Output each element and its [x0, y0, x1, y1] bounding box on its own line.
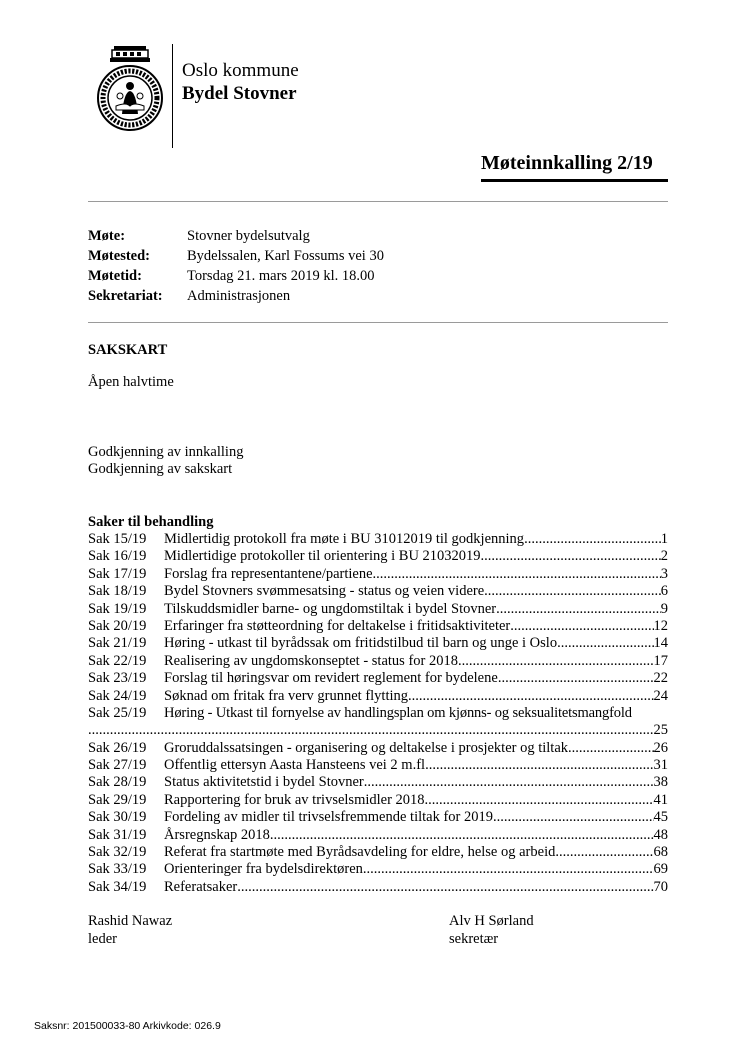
agenda-item[interactable]	[88, 792, 668, 809]
agenda-item-number: Sak 23/19	[88, 670, 147, 687]
leader-dots	[484, 583, 661, 600]
agenda-item-title: Årsregnskap 2018	[164, 826, 270, 843]
approval-invitation: Godkjenning av innkalling	[88, 444, 244, 460]
agenda-item[interactable]	[88, 879, 668, 896]
agenda-item-title: Status aktivitetstid i bydel Stovner	[164, 774, 364, 791]
agenda-item-title: Høring - Utkast til fornyelse av handlingsplan om kjønns- og seksualitetsmangfold	[164, 704, 632, 721]
agenda-item[interactable]	[88, 688, 668, 705]
agenda-item-title: Orienteringer fra bydelsdirektøren	[164, 861, 363, 878]
agenda-item[interactable]	[88, 827, 668, 844]
leader-dots	[88, 722, 654, 739]
meeting-info-label: Møte:	[88, 228, 126, 244]
leader-dots	[425, 792, 654, 809]
agenda-item-number: Sak 34/19	[88, 878, 147, 895]
leader-dots	[481, 548, 661, 565]
agenda-item-title: Bydel Stovners svømmesatsing - status og veien videre	[164, 583, 485, 600]
agenda-item-page: 68	[653, 844, 668, 861]
agenda-item-title: Midlertidig protokoll fra møte i BU 31012019 til godkjenning	[164, 531, 525, 547]
oslo-seal-logo	[96, 44, 164, 132]
agenda-item[interactable]	[88, 653, 668, 670]
leader-dots	[237, 879, 653, 896]
agenda-item[interactable]	[88, 670, 668, 687]
agenda-item-number: Sak 17/19	[88, 565, 147, 582]
agenda-item[interactable]	[88, 635, 668, 652]
document-title: Møteinnkalling 2/19	[481, 152, 653, 174]
agenda-item-number: Sak 30/19	[88, 809, 147, 826]
agenda-item-number: Sak 33/19	[88, 861, 147, 878]
agenda-item-title: Rapportering for bruk av trivselsmidler 2018	[164, 791, 425, 808]
meeting-info-row	[88, 246, 588, 266]
leader-dots	[524, 531, 661, 548]
agenda-item-continuation	[88, 722, 668, 739]
agenda-item[interactable]	[88, 844, 668, 861]
agenda-item-number: Sak 16/19	[88, 548, 147, 565]
agenda-item-title: Forslag fra representantene/partiene	[164, 565, 373, 582]
leader-dots	[429, 757, 654, 774]
agenda-item[interactable]	[88, 618, 668, 635]
signature-name: Rashid Nawaz	[88, 913, 173, 929]
agenda-item-number: Sak 26/19	[88, 739, 147, 756]
sakskart-heading: SAKSKART	[88, 342, 168, 358]
agenda-item-title: Midlertidige protokoller til orientering i BU 21032019	[164, 548, 481, 565]
agenda-item[interactable]	[88, 757, 668, 774]
agenda-item-page: 6	[660, 583, 668, 600]
agenda-item[interactable]	[88, 548, 668, 565]
leader-dots	[364, 774, 654, 791]
agenda-item-title: Høring - utkast til byrådssak om fritidstilbud til barn og unge i Oslo	[164, 635, 558, 652]
agenda-item[interactable]	[88, 531, 668, 548]
agenda-item-page: 9	[660, 600, 668, 617]
meeting-info-label: Møtested:	[88, 248, 151, 264]
meeting-info-row	[88, 266, 588, 286]
leader-dots	[270, 827, 654, 844]
agenda-item-page: 38	[653, 774, 668, 791]
agenda-item-number: Sak 18/19	[88, 583, 147, 600]
agenda-item-number: Sak 19/19	[88, 600, 147, 617]
approvals	[88, 444, 243, 478]
agenda-item-page: 3	[660, 565, 668, 582]
agenda-item-title: Forslag til høringsvar om revidert reglement for bydelene	[164, 670, 498, 687]
agenda-item[interactable]	[88, 740, 668, 757]
leader-dots	[498, 670, 654, 687]
agenda-item-number: Sak 25/19	[88, 704, 147, 721]
open-half-hour: Åpen halvtime	[88, 374, 174, 390]
agenda-item-number: Sak 27/19	[88, 757, 147, 774]
agenda-item-page: 41	[653, 791, 668, 808]
agenda-item[interactable]	[88, 809, 668, 826]
leader-dots	[555, 844, 653, 861]
agenda-item[interactable]	[88, 861, 668, 878]
agenda-item-number: Sak 32/19	[88, 844, 147, 861]
agenda-item-title: Offentlig ettersyn Aasta Hansteens vei 2 m.fl.	[164, 757, 429, 774]
agenda-item[interactable]	[88, 566, 668, 583]
agenda-item[interactable]	[88, 705, 668, 722]
agenda-item-page: 45	[653, 809, 668, 826]
leader-dots	[493, 809, 654, 826]
meeting-info-row	[88, 286, 588, 306]
agenda-item-page: 17	[653, 652, 668, 669]
meeting-info-value: Bydelssalen, Karl Fossums vei 30	[187, 248, 384, 264]
meeting-info-label: Møtetid:	[88, 268, 142, 284]
leader-dots	[510, 618, 653, 635]
leader-dots	[363, 861, 654, 878]
agenda-item[interactable]	[88, 601, 668, 618]
leader-dots	[458, 653, 654, 670]
meeting-info-value: Stovner bydelsutvalg	[187, 228, 310, 244]
header-divider	[172, 44, 173, 148]
agenda-item-title: Groruddalssatsingen - organisering og deltakelse i prosjekter og tiltak	[164, 739, 569, 756]
meeting-info-value: Torsdag 21. mars 2019 kl. 18.00	[187, 268, 375, 284]
agenda-item-number: Sak 31/19	[88, 826, 147, 843]
agenda-item-title: Referatsaker	[164, 878, 238, 895]
leader-dots	[568, 740, 653, 757]
agenda-item-title: Erfaringer fra støtteordning for deltakelse i fritidsaktiviteter	[164, 617, 511, 634]
signature-role: sekretær	[449, 931, 499, 947]
agenda-item-page: 14	[653, 635, 668, 652]
agenda-item-page: 26	[653, 739, 668, 756]
meeting-info-value: Administrasjonen	[187, 288, 291, 304]
agenda-item[interactable]	[88, 774, 668, 791]
divider-middle	[88, 322, 668, 323]
agenda-item-page: 1	[660, 531, 668, 547]
agenda-item-number: Sak 20/19	[88, 617, 147, 634]
agenda-item-page: 31	[653, 757, 668, 774]
meeting-info-row	[88, 226, 588, 246]
agenda-item-page: 2	[660, 548, 668, 565]
agenda-item-number: Sak 21/19	[88, 635, 147, 652]
footer-case-number: Saksnr: 201500033-80 Arkivkode: 026.9	[34, 1020, 221, 1032]
agenda-item-page: 24	[653, 687, 668, 704]
leader-dots	[557, 635, 653, 652]
agenda-item[interactable]	[88, 583, 668, 600]
leader-dots	[373, 566, 661, 583]
signature-role: leder	[88, 931, 117, 947]
cases-heading: Saker til behandling	[88, 514, 214, 530]
agenda-item-title: Søknad om fritak fra verv grunnet flytting	[164, 687, 409, 704]
leader-dots	[496, 601, 661, 618]
district-name: Bydel Stovner	[182, 83, 297, 104]
agenda-list	[88, 531, 668, 896]
agenda-item-number: Sak 28/19	[88, 774, 147, 791]
agenda-item-title: Referat fra startmøte med Byrådsavdeling for eldre, helse og arbeid	[164, 844, 556, 861]
agenda-item-number: Sak 22/19	[88, 652, 147, 669]
agenda-item-page: 48	[653, 826, 668, 843]
signature-chair	[88, 912, 172, 948]
signature-secretary	[449, 912, 534, 948]
title-underline	[481, 179, 668, 182]
agenda-item-title: Realisering av ungdomskonseptet - status for 2018	[164, 652, 458, 669]
agenda-item-title: Fordeling av midler til trivselsfremmende tiltak for 2019	[164, 809, 493, 826]
agenda-item-page: 70	[653, 878, 668, 895]
approval-agenda: Godkjenning av sakskart	[88, 461, 233, 477]
agenda-item-number: Sak 15/19	[88, 531, 147, 547]
meeting-info	[88, 226, 588, 306]
agenda-item-number: Sak 29/19	[88, 791, 147, 808]
divider-top	[88, 201, 668, 202]
agenda-item-title: Tilskuddsmidler barne- og ungdomstiltak i bydel Stovner	[164, 600, 497, 617]
meeting-info-label: Sekretariat:	[88, 288, 163, 304]
agenda-item-number: Sak 24/19	[88, 687, 147, 704]
agenda-item-page: 25	[653, 722, 668, 739]
signature-name: Alv H Sørland	[449, 913, 534, 929]
leader-dots	[408, 688, 653, 705]
org-name: Oslo kommune	[182, 60, 299, 81]
agenda-item-page: 22	[653, 670, 668, 687]
agenda-item-page: 12	[653, 617, 668, 634]
agenda-item-page: 69	[653, 861, 668, 878]
